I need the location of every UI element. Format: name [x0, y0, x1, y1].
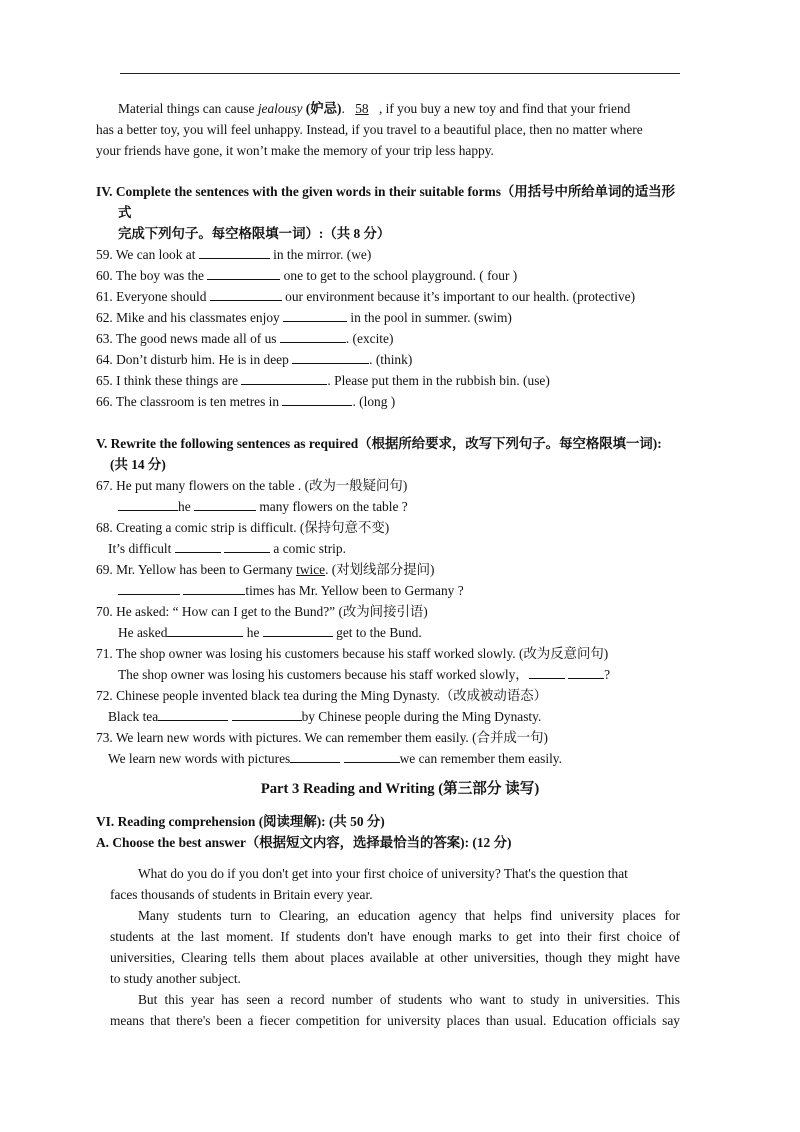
answer-line-69: times has Mr. Yellow been to Germany ?	[118, 582, 464, 599]
answer-line-67: he many flowers on the table ?	[118, 498, 408, 515]
passage-text: , if you buy a new toy and find that your friend	[375, 101, 631, 116]
answer-blank[interactable]	[175, 540, 221, 553]
answer-blank[interactable]	[118, 582, 180, 595]
passage-line-2: has a better toy, you will feel unhappy. Instead, if you travel to a beautiful place, then no matter where	[96, 122, 643, 137]
question-59: 59. We can look at in the mirror. (we)	[96, 247, 372, 262]
answer-blank[interactable]	[241, 372, 327, 385]
question-70: 70. He asked: “ How can I get to the Bund?” (改为间接引语)	[96, 604, 428, 619]
answer-blank[interactable]	[199, 246, 270, 259]
passage-text: Material things can cause	[118, 101, 258, 116]
answer-line-71: The shop owner was losing his customers because his staff worked slowly， ?	[118, 667, 611, 682]
answer-blank[interactable]	[194, 498, 256, 511]
section-4-heading: IV. Complete the sentences with the given words in their suitable forms（用括号中所给单词的适当形	[96, 184, 675, 199]
answer-line-72: Black tea by Chinese people during the Ming Dynasty.	[108, 709, 542, 724]
question-61: 61. Everyone should our environment because it’s important to our health. (protective)	[96, 289, 636, 304]
reading-paragraph-3-line-2: means that there's been a fiecer competition for university places than usual. Education officials say	[110, 1013, 680, 1028]
section-6-heading: VI. Reading comprehension (阅读理解): (共 50 分)	[96, 814, 385, 829]
question-64: 64. Don’t disturb him. He is in deep . (think)	[96, 352, 413, 367]
answer-blank[interactable]	[118, 498, 178, 511]
question-69: 69. Mr. Yellow has been to Germany twice. (对划线部分提问)	[96, 562, 435, 577]
answer-blank[interactable]	[290, 750, 340, 763]
section-4-heading-cont: 式	[118, 205, 132, 220]
question-67: 67. He put many flowers on the table . (改为一般疑问句)	[96, 478, 408, 493]
answer-blank[interactable]	[183, 582, 245, 595]
answer-blank[interactable]	[568, 666, 604, 679]
answer-line-68: It’s difficult a comic strip.	[108, 541, 346, 556]
question-65: 65. I think these things are . Please put them in the rubbish bin. (use)	[96, 373, 550, 388]
answer-blank[interactable]	[280, 330, 346, 343]
question-66: 66. The classroom is ten metres in . (long )	[96, 394, 396, 409]
passage-line-3: your friends have gone, it won’t make the memory of your trip less happy.	[96, 143, 494, 158]
answer-blank[interactable]	[282, 393, 352, 406]
section-5-heading-points: (共 14 分)	[110, 457, 166, 472]
answer-blank[interactable]	[283, 309, 347, 322]
question-62: 62. Mike and his classmates enjoy in the pool in summer. (swim)	[96, 310, 512, 325]
passage-line-1	[118, 100, 630, 117]
answer-blank[interactable]	[210, 288, 282, 301]
blank-number-58: 58	[355, 101, 369, 116]
answer-blank[interactable]	[344, 750, 400, 763]
answer-blank[interactable]	[158, 708, 228, 721]
answer-blank[interactable]	[167, 624, 243, 637]
answer-blank[interactable]	[224, 540, 270, 553]
answer-blank[interactable]	[292, 351, 369, 364]
part-3-title: Part 3 Reading and Writing (第三部分 读写)	[260, 781, 540, 797]
question-72: 72. Chinese people invented black tea during the Ming Dynasty.（改成被动语态）	[96, 688, 547, 703]
answer-blank[interactable]	[263, 624, 333, 637]
keyword-jealousy: jealousy	[257, 101, 303, 116]
header-rule	[120, 73, 680, 74]
reading-paragraph-3-line-1: But this year has seen a record number of students who want to study in universities. This	[138, 992, 680, 1007]
question-71: 71. The shop owner was losing his customers because his staff worked slowly. (改为反意问句)	[96, 646, 609, 661]
answer-line-70: He asked he get to the Bund.	[118, 625, 422, 640]
answer-blank[interactable]	[207, 267, 280, 280]
reading-paragraph-2-line-4: to study another subject.	[110, 971, 241, 986]
reading-paragraph-1-line-1: What do you do if you don't get into your first choice of university? That's the question that	[138, 866, 628, 881]
reading-paragraph-1-line-2: faces thousands of students in Britain every year.	[110, 887, 373, 902]
section-5-heading: V. Rewrite the following sentences as required（根据所给要求，改写下列句子。每空格限填一词):	[96, 436, 662, 451]
passage-text: .	[341, 101, 349, 116]
reading-paragraph-2-line-3: universities, Clearing tells them about places available at other universities, though they might have	[110, 950, 680, 965]
keyword-translation: (妒忌)	[302, 101, 342, 116]
question-73: 73. We learn new words with pictures. We can remember them easily. (合并成一句)	[96, 730, 549, 745]
reading-paragraph-2-line-2: students at the last moment. If students don't have enough marks to get into their first choice of	[110, 929, 680, 944]
question-63: 63. The good news made all of us . (excite)	[96, 331, 394, 346]
section-4-heading-instructions: 完成下列句子。每空格限填一词）:（共 8 分）	[118, 226, 391, 241]
question-68: 68. Creating a comic strip is difficult. (保持句意不变)	[96, 520, 390, 535]
answer-blank[interactable]	[232, 708, 302, 721]
answer-blank[interactable]	[529, 666, 565, 679]
answer-line-73: We learn new words with pictures we can remember them easily.	[108, 751, 562, 766]
reading-paragraph-2-line-1: Many students turn to Clearing, an education agency that helps find university places for	[138, 908, 680, 923]
underlined-word: twice	[296, 562, 326, 577]
section-a-heading: A. Choose the best answer（根据短文内容，选择最恰当的答案): (12 分)	[96, 835, 512, 850]
question-60: 60. The boy was the one to get to the school playground. ( four )	[96, 268, 518, 283]
